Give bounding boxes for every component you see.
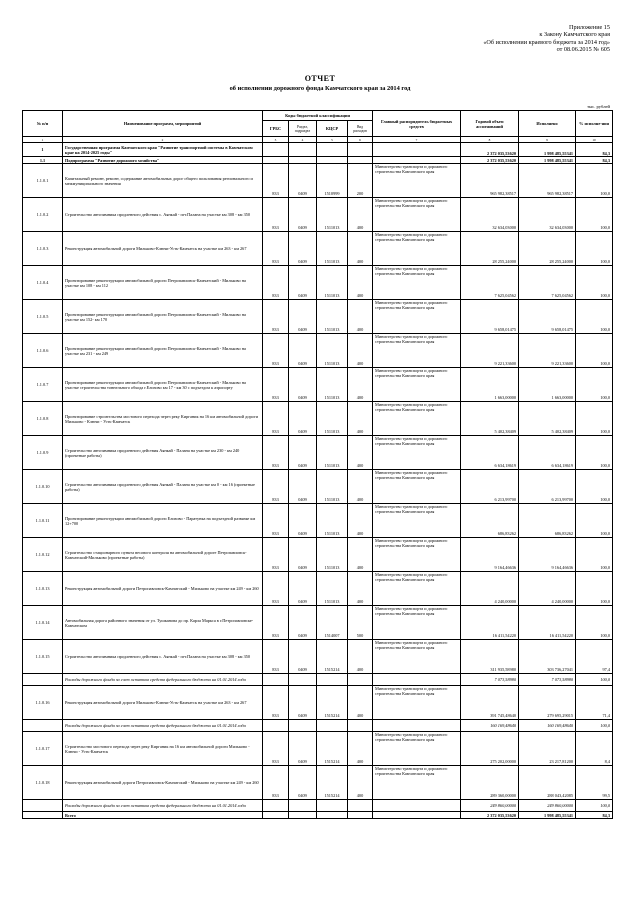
row-name: Расходы дорожного фонда за счет остатков средств федерального бюджета на 01.01.2014 года bbox=[63, 674, 263, 686]
row-grbs: 833 bbox=[263, 538, 289, 572]
row-owner: Министерство транспорта и дорожного строительства Камчатского края bbox=[373, 232, 461, 266]
row-pct: 100,0 bbox=[576, 164, 613, 198]
row-kvr: 400 bbox=[348, 640, 373, 674]
row-kvr: 400 bbox=[348, 232, 373, 266]
row-number bbox=[23, 812, 63, 819]
row-owner bbox=[373, 674, 461, 686]
appendix-line-2: к Закону Камчатского края bbox=[539, 31, 610, 39]
table-row bbox=[23, 572, 613, 606]
row-done: 1 663,00000 bbox=[519, 368, 576, 402]
row-plan: 965 982,38517 bbox=[461, 164, 519, 198]
row-number: 1.1.0.8 bbox=[23, 402, 63, 436]
row-number: 1.1.0.6 bbox=[23, 334, 63, 368]
row-name: Проектирование реконструкции автомобильной дороги Петропавловск-Камчатский - Мильково на участке км 108 - км 112 bbox=[63, 266, 263, 300]
row-rzpr bbox=[289, 674, 317, 686]
row-pct: 100,0 bbox=[576, 334, 613, 368]
row-owner bbox=[373, 812, 461, 819]
row-kvr bbox=[348, 720, 373, 732]
row-rzpr: 0409 bbox=[289, 470, 317, 504]
row-number: 1.1.0.13 bbox=[23, 572, 63, 606]
row-rzpr: 0409 bbox=[289, 164, 317, 198]
row-plan: 1 663,00000 bbox=[461, 368, 519, 402]
row-grbs bbox=[263, 674, 289, 686]
row-kcsr: 1515214 bbox=[317, 766, 348, 800]
table-row bbox=[23, 164, 613, 198]
row-kcsr: 1511013 bbox=[317, 436, 348, 470]
row-name: Всего bbox=[63, 812, 263, 819]
row-grbs: 833 bbox=[263, 198, 289, 232]
row-number: 1.1.0.14 bbox=[23, 606, 63, 640]
col-header-codes: Коды бюджетной классификации bbox=[263, 111, 373, 121]
row-number bbox=[23, 800, 63, 812]
row-owner bbox=[373, 800, 461, 812]
row-kvr: 400 bbox=[348, 198, 373, 232]
row-plan: 32 634,03000 bbox=[461, 198, 519, 232]
row-plan: 2 372 035,53620 bbox=[461, 157, 519, 164]
row-kcsr: 1515214 bbox=[317, 732, 348, 766]
row-rzpr: 0409 bbox=[289, 266, 317, 300]
row-pct: 100,0 bbox=[576, 198, 613, 232]
row-owner: Министерство транспорта и дорожного строительства Камчатского края bbox=[373, 504, 461, 538]
row-owner: Министерство транспорта и дорожного строительства Камчатского края bbox=[373, 538, 461, 572]
row-pct: 84,3 bbox=[576, 143, 613, 157]
table-row bbox=[23, 674, 613, 686]
row-kcsr bbox=[317, 157, 348, 164]
row-kcsr: 1511013 bbox=[317, 266, 348, 300]
row-name: Реконструкция автомобильной дороги Мильково-Ключи-Усть-Камчатск на участке км 263 - км 267 bbox=[63, 232, 263, 266]
row-grbs: 833 bbox=[263, 232, 289, 266]
row-rzpr: 0409 bbox=[289, 300, 317, 334]
col-header-pct: % исполне-ния bbox=[576, 111, 613, 137]
row-rzpr: 0409 bbox=[289, 640, 317, 674]
row-owner bbox=[373, 720, 461, 732]
row-grbs: 833 bbox=[263, 572, 289, 606]
row-owner: Министерство транспорта и дорожного строительства Камчатского края bbox=[373, 640, 461, 674]
table-row bbox=[23, 157, 613, 164]
row-grbs: 833 bbox=[263, 686, 289, 720]
row-kvr bbox=[348, 812, 373, 819]
row-kcsr: 1511013 bbox=[317, 470, 348, 504]
row-name: Реконструкция автомобильной дороги Петропавловск-Камчатский - Мильково на участке км 249 - км 260 bbox=[63, 572, 263, 606]
row-name: Реконструкция автомобильной дороги Мильково-Ключи-Усть-Камчатск на участке км 263 - км 267 bbox=[63, 686, 263, 720]
row-kvr: 400 bbox=[348, 572, 373, 606]
col-header-owner: Главный распорядитель бюджетных средств bbox=[373, 111, 461, 137]
row-done: 6 634,18619 bbox=[519, 436, 576, 470]
row-number: 1.1.0.4 bbox=[23, 266, 63, 300]
row-kcsr: 1515214 bbox=[317, 686, 348, 720]
report-table bbox=[22, 110, 613, 819]
col-header-plan: Годовой объем ассигнований bbox=[461, 111, 519, 137]
row-number: 1.1.0.2 bbox=[23, 198, 63, 232]
table-row bbox=[23, 436, 613, 470]
table-row bbox=[23, 538, 613, 572]
row-done: 1 998 485,55341 bbox=[519, 812, 576, 819]
col-header-rzpr: Раздел, подраздел bbox=[289, 121, 317, 137]
row-rzpr: 0409 bbox=[289, 198, 317, 232]
row-owner bbox=[373, 143, 461, 157]
row-rzpr: 0409 bbox=[289, 504, 317, 538]
row-grbs: 833 bbox=[263, 368, 289, 402]
row-kvr: 400 bbox=[348, 686, 373, 720]
row-pct: 100,0 bbox=[576, 266, 613, 300]
row-pct: 97,4 bbox=[576, 640, 613, 674]
row-done: 160 169,48640 bbox=[519, 720, 576, 732]
row-grbs: 833 bbox=[263, 766, 289, 800]
row-kvr: 400 bbox=[348, 402, 373, 436]
row-kvr: 500 bbox=[348, 606, 373, 640]
row-done: 965 982,38517 bbox=[519, 164, 576, 198]
row-name: Проектирование реконструкции автомобильной дороги Петропавловск-Камчатский - Мильково на участке строительства тоннельного обхода г.Елизово км 17 - км 30 с подъездом к аэропорту bbox=[63, 368, 263, 402]
row-owner: Министерство транспорта и дорожного строительства Камчатского края bbox=[373, 606, 461, 640]
appendix-header bbox=[483, 24, 610, 54]
row-number bbox=[23, 674, 63, 686]
row-plan: 7 625,04562 bbox=[461, 266, 519, 300]
row-kcsr: 1511013 bbox=[317, 300, 348, 334]
row-owner: Министерство транспорта и дорожного строительства Камчатского края bbox=[373, 266, 461, 300]
row-name: Автомобильная дорога районного значения от ул. Тушканова до пр. Карла Маркса в г.Петропавловске-Камчатском bbox=[63, 606, 263, 640]
row-owner: Министерство транспорта и дорожного строительства Камчатского края bbox=[373, 300, 461, 334]
row-grbs: 833 bbox=[263, 334, 289, 368]
row-name: Строительство автозимника продленного действия Аянкай - Палана на участке км 0 - км 16 (проектные работы) bbox=[63, 470, 263, 504]
row-kcsr: 1511013 bbox=[317, 232, 348, 266]
col-number: 7 bbox=[373, 137, 461, 143]
row-done: 23 217,81200 bbox=[519, 732, 576, 766]
table-row bbox=[23, 334, 613, 368]
row-done: 249 860,00000 bbox=[519, 800, 576, 812]
row-plan: 686,83262 bbox=[461, 504, 519, 538]
row-rzpr: 0409 bbox=[289, 572, 317, 606]
row-pct: 100,0 bbox=[576, 232, 613, 266]
col-number: 3 bbox=[263, 137, 289, 143]
row-owner: Министерство транспорта и дорожного строительства Камчатского края bbox=[373, 402, 461, 436]
row-done: 9 164,46636 bbox=[519, 538, 576, 572]
col-number: 8 bbox=[461, 137, 519, 143]
row-name: Подпрограмма "Развитие дорожного хозяйства" bbox=[63, 157, 263, 164]
row-rzpr: 0409 bbox=[289, 232, 317, 266]
col-number: 5 bbox=[317, 137, 348, 143]
row-name: Проектирование реконструкции автомобильной дороги Елизово - Паратунка на подъездной развязке км 12+700 bbox=[63, 504, 263, 538]
row-grbs: 833 bbox=[263, 164, 289, 198]
row-done: 288 043,42085 bbox=[519, 766, 576, 800]
row-rzpr: 0409 bbox=[289, 732, 317, 766]
table-row bbox=[23, 470, 613, 504]
row-pct: 100,0 bbox=[576, 436, 613, 470]
row-name: Проектирование реконструкции автомобильной дороги Петропавловск-Камчатский - Мильково на участке км 152- км 170 bbox=[63, 300, 263, 334]
row-grbs: 833 bbox=[263, 504, 289, 538]
row-kcsr: 1510999 bbox=[317, 164, 348, 198]
row-number: 1.1.0.15 bbox=[23, 640, 63, 674]
row-pct: 84,3 bbox=[576, 812, 613, 819]
row-number: 1.1.0.17 bbox=[23, 732, 63, 766]
row-number: 1.1.0.7 bbox=[23, 368, 63, 402]
row-name: Строительство автозимника продленного действия с. Аянкай - пгт.Палана на участке км 308 - км 350 bbox=[63, 198, 263, 232]
col-number: 1 bbox=[23, 137, 63, 143]
col-number: 4 bbox=[289, 137, 317, 143]
row-number: 1.1.0.10 bbox=[23, 470, 63, 504]
row-pct: 100,0 bbox=[576, 368, 613, 402]
row-number: 1.1 bbox=[23, 157, 63, 164]
table-row bbox=[23, 402, 613, 436]
row-plan: 9 221,33600 bbox=[461, 334, 519, 368]
row-done: 32 634,03000 bbox=[519, 198, 576, 232]
row-kcsr: 1511013 bbox=[317, 334, 348, 368]
col-number: 2 bbox=[63, 137, 263, 143]
row-pct: 99,5 bbox=[576, 766, 613, 800]
row-owner: Министерство транспорта и дорожного строительства Камчатского края bbox=[373, 766, 461, 800]
row-name: Строительство автозимника продленного действия с. Аянкай - пгт.Палана на участке км 308 - км 350 bbox=[63, 640, 263, 674]
row-plan: 28 255,24000 bbox=[461, 232, 519, 266]
row-pct: 100,0 bbox=[576, 572, 613, 606]
row-kvr: 400 bbox=[348, 266, 373, 300]
row-kvr bbox=[348, 157, 373, 164]
appendix-line-3: «Об исполнении краевого бюджета за 2014 год» bbox=[483, 38, 610, 46]
table-row bbox=[23, 606, 613, 640]
row-grbs bbox=[263, 157, 289, 164]
row-rzpr: 0409 bbox=[289, 368, 317, 402]
total-row bbox=[23, 812, 613, 819]
row-plan: 6 634,18619 bbox=[461, 436, 519, 470]
table-row bbox=[23, 266, 613, 300]
row-owner: Министерство транспорта и дорожного строительства Камчатского края bbox=[373, 368, 461, 402]
row-plan: 9 658,01475 bbox=[461, 300, 519, 334]
table-row bbox=[23, 720, 613, 732]
row-name: Расходы дорожного фонда за счет остатков средств федерального бюджета на 01.01.2014 года bbox=[63, 720, 263, 732]
row-kvr bbox=[348, 674, 373, 686]
col-header-name: Наименование программ, мероприятий bbox=[63, 111, 263, 137]
row-rzpr: 0409 bbox=[289, 538, 317, 572]
row-rzpr: 0409 bbox=[289, 686, 317, 720]
row-number: 1.1.0.16 bbox=[23, 686, 63, 720]
col-header-grbs: ГРБС bbox=[263, 121, 289, 137]
row-number: 1 bbox=[23, 143, 63, 157]
row-done: 9 221,33600 bbox=[519, 334, 576, 368]
row-kcsr: 1511013 bbox=[317, 402, 348, 436]
row-grbs: 833 bbox=[263, 640, 289, 674]
row-kvr: 400 bbox=[348, 732, 373, 766]
col-header-no: № п/п bbox=[23, 111, 63, 137]
col-number: 6 bbox=[348, 137, 373, 143]
row-kvr: 400 bbox=[348, 470, 373, 504]
table-row bbox=[23, 143, 613, 157]
row-grbs: 833 bbox=[263, 266, 289, 300]
row-kcsr bbox=[317, 720, 348, 732]
row-kcsr: 1511013 bbox=[317, 538, 348, 572]
row-number: 1.1.0.12 bbox=[23, 538, 63, 572]
row-name: Реконструкция автомобильной дороги Петропавловск-Камчатский - Мильково на участке км 249 - км 260 bbox=[63, 766, 263, 800]
row-pct: 100,0 bbox=[576, 538, 613, 572]
row-name: Государственная программа Камчатского края "Развитие транспортной системы в Камчатском крае на 2014-2025 годы" bbox=[63, 143, 263, 157]
row-number: 1.1.0.11 bbox=[23, 504, 63, 538]
row-kvr: 400 bbox=[348, 436, 373, 470]
row-kcsr bbox=[317, 812, 348, 819]
row-plan: 16 411,54220 bbox=[461, 606, 519, 640]
row-number bbox=[23, 720, 63, 732]
row-grbs: 833 bbox=[263, 300, 289, 334]
row-number: 1.1.0.3 bbox=[23, 232, 63, 266]
row-grbs: 833 bbox=[263, 732, 289, 766]
row-plan: 6 213,99700 bbox=[461, 470, 519, 504]
row-kcsr bbox=[317, 674, 348, 686]
row-grbs bbox=[263, 720, 289, 732]
appendix-line-1: Приложение 15 bbox=[569, 24, 610, 31]
row-name: Строительство мостового перехода через реку Кирганик на 16 км автомобильной дороги Мильково - Ключи - Усть-Камчатск bbox=[63, 732, 263, 766]
row-owner bbox=[373, 157, 461, 164]
row-pct: 100,0 bbox=[576, 674, 613, 686]
report-title: ОТЧЕТ bbox=[304, 74, 336, 83]
row-pct: 84,3 bbox=[576, 157, 613, 164]
row-kvr: 400 bbox=[348, 766, 373, 800]
row-plan: 249 860,00000 bbox=[461, 800, 519, 812]
row-name: Проектирование реконструкции автомобильной дороги Петропавловск-Камчатский - Мильково на участке км 231 - км 249 bbox=[63, 334, 263, 368]
row-grbs: 833 bbox=[263, 436, 289, 470]
table-row bbox=[23, 504, 613, 538]
row-kcsr: 1514007 bbox=[317, 606, 348, 640]
row-done: 1 998 485,55341 bbox=[519, 143, 576, 157]
table-row bbox=[23, 800, 613, 812]
row-grbs: 833 bbox=[263, 470, 289, 504]
row-owner: Министерство транспорта и дорожного строительства Камчатского края bbox=[373, 198, 461, 232]
row-kvr: 400 bbox=[348, 504, 373, 538]
appendix-line-4: от 08.06.2015 № 605 bbox=[556, 46, 610, 54]
row-pct: 100,0 bbox=[576, 720, 613, 732]
row-grbs: 833 bbox=[263, 606, 289, 640]
row-rzpr: 0409 bbox=[289, 766, 317, 800]
row-kvr: 200 bbox=[348, 164, 373, 198]
table-row bbox=[23, 368, 613, 402]
table-row bbox=[23, 686, 613, 720]
row-grbs bbox=[263, 143, 289, 157]
row-owner: Министерство транспорта и дорожного строительства Камчатского края bbox=[373, 164, 461, 198]
row-kvr: 400 bbox=[348, 368, 373, 402]
row-done: 9 658,01475 bbox=[519, 300, 576, 334]
row-kvr: 400 bbox=[348, 334, 373, 368]
row-kcsr: 1511013 bbox=[317, 504, 348, 538]
row-grbs bbox=[263, 800, 289, 812]
row-owner: Министерство транспорта и дорожного строительства Камчатского края bbox=[373, 686, 461, 720]
row-number: 1.1.0.1 bbox=[23, 164, 63, 198]
row-done: 6 213,99700 bbox=[519, 470, 576, 504]
row-plan: 311 935,58980 bbox=[461, 640, 519, 674]
row-pct: 100,0 bbox=[576, 470, 613, 504]
col-number: 9 bbox=[519, 137, 576, 143]
row-done: 1 998 485,55341 bbox=[519, 157, 576, 164]
row-pct: 71,4 bbox=[576, 686, 613, 720]
row-kcsr: 1511013 bbox=[317, 198, 348, 232]
row-number: 1.1.0.18 bbox=[23, 766, 63, 800]
row-plan: 391 745,48640 bbox=[461, 686, 519, 720]
row-done: 7 073,58980 bbox=[519, 674, 576, 686]
row-kvr bbox=[348, 143, 373, 157]
row-grbs: 833 bbox=[263, 402, 289, 436]
row-done: 7 625,04562 bbox=[519, 266, 576, 300]
row-rzpr: 0409 bbox=[289, 402, 317, 436]
row-owner: Министерство транспорта и дорожного строительства Камчатского края bbox=[373, 732, 461, 766]
row-kvr: 400 bbox=[348, 538, 373, 572]
row-plan: 9 164,46636 bbox=[461, 538, 519, 572]
row-name: Строительство стационарного пункта весового контроля на автомобильной дороге Петропавловск-Камчатский-Мильково (проектные работы) bbox=[63, 538, 263, 572]
row-plan: 2 372 035,53620 bbox=[461, 812, 519, 819]
row-rzpr bbox=[289, 720, 317, 732]
row-name: Капитальный ремонт, ремонт, содержание автомобильных дорог общего пользования регионального и межмуниципального значения bbox=[63, 164, 263, 198]
row-kvr bbox=[348, 800, 373, 812]
row-plan: 160 169,48640 bbox=[461, 720, 519, 732]
row-done: 28 255,24000 bbox=[519, 232, 576, 266]
table-header bbox=[23, 111, 613, 143]
row-kvr: 400 bbox=[348, 300, 373, 334]
row-plan: 2 372 035,53620 bbox=[461, 143, 519, 157]
units-label: тыс. рублей bbox=[587, 104, 610, 109]
row-name: Строительство автозимника продленного действия Аянкай - Палана на участке км 230 - км 240 (проектные работы) bbox=[63, 436, 263, 470]
table-row bbox=[23, 232, 613, 266]
table-row bbox=[23, 640, 613, 674]
row-plan: 275 202,00000 bbox=[461, 732, 519, 766]
row-name: Расходы дорожного фонда за счет остатков средств федерального бюджета на 01.01.2014 года bbox=[63, 800, 263, 812]
row-rzpr: 0409 bbox=[289, 606, 317, 640]
row-owner: Министерство транспорта и дорожного строительства Камчатского края bbox=[373, 334, 461, 368]
row-pct: 100,0 bbox=[576, 300, 613, 334]
row-done: 5 402,38409 bbox=[519, 402, 576, 436]
row-name: Проектирование строительства мостового перехода через реку Кирганик на 16 км автомобильной дороги Мильково - Ключи - Усть-Камчатск bbox=[63, 402, 263, 436]
row-done: 16 411,54220 bbox=[519, 606, 576, 640]
row-rzpr bbox=[289, 812, 317, 819]
row-rzpr: 0409 bbox=[289, 334, 317, 368]
row-rzpr bbox=[289, 143, 317, 157]
row-done: 303 736,27041 bbox=[519, 640, 576, 674]
table-row bbox=[23, 300, 613, 334]
table-row bbox=[23, 766, 613, 800]
row-pct: 8,4 bbox=[576, 732, 613, 766]
row-pct: 100,0 bbox=[576, 504, 613, 538]
report-subtitle: об исполнении дорожного фонда Камчатского края за 2014 год bbox=[229, 85, 411, 92]
row-done: 279 695,29015 bbox=[519, 686, 576, 720]
row-pct: 100,0 bbox=[576, 800, 613, 812]
col-header-kvr: Вид расходов bbox=[348, 121, 373, 137]
row-owner: Министерство транспорта и дорожного строительства Камчатского края bbox=[373, 470, 461, 504]
table-body bbox=[23, 143, 613, 819]
row-rzpr: 0409 bbox=[289, 436, 317, 470]
row-rzpr bbox=[289, 157, 317, 164]
row-plan: 7 073,58980 bbox=[461, 674, 519, 686]
row-done: 686,83262 bbox=[519, 504, 576, 538]
row-kcsr bbox=[317, 800, 348, 812]
row-kcsr: 1515214 bbox=[317, 640, 348, 674]
row-owner: Министерство транспорта и дорожного строительства Камчатского края bbox=[373, 572, 461, 606]
row-grbs bbox=[263, 812, 289, 819]
row-number: 1.1.0.5 bbox=[23, 300, 63, 334]
row-owner: Министерство транспорта и дорожного строительства Камчатского края bbox=[373, 436, 461, 470]
row-pct: 100,0 bbox=[576, 402, 613, 436]
row-number: 1.1.0.9 bbox=[23, 436, 63, 470]
row-rzpr bbox=[289, 800, 317, 812]
table-row bbox=[23, 198, 613, 232]
row-plan: 289 360,00000 bbox=[461, 766, 519, 800]
col-header-kcsr: КЦСР bbox=[317, 121, 348, 137]
row-done: 4 240,00000 bbox=[519, 572, 576, 606]
row-kcsr: 1511013 bbox=[317, 572, 348, 606]
row-kcsr bbox=[317, 143, 348, 157]
row-plan: 4 240,00000 bbox=[461, 572, 519, 606]
row-pct: 100,0 bbox=[576, 606, 613, 640]
row-kcsr: 1511013 bbox=[317, 368, 348, 402]
table-row bbox=[23, 732, 613, 766]
row-plan: 5 402,38409 bbox=[461, 402, 519, 436]
col-header-done: Исполнено bbox=[519, 111, 576, 137]
col-number: 10 bbox=[576, 137, 613, 143]
